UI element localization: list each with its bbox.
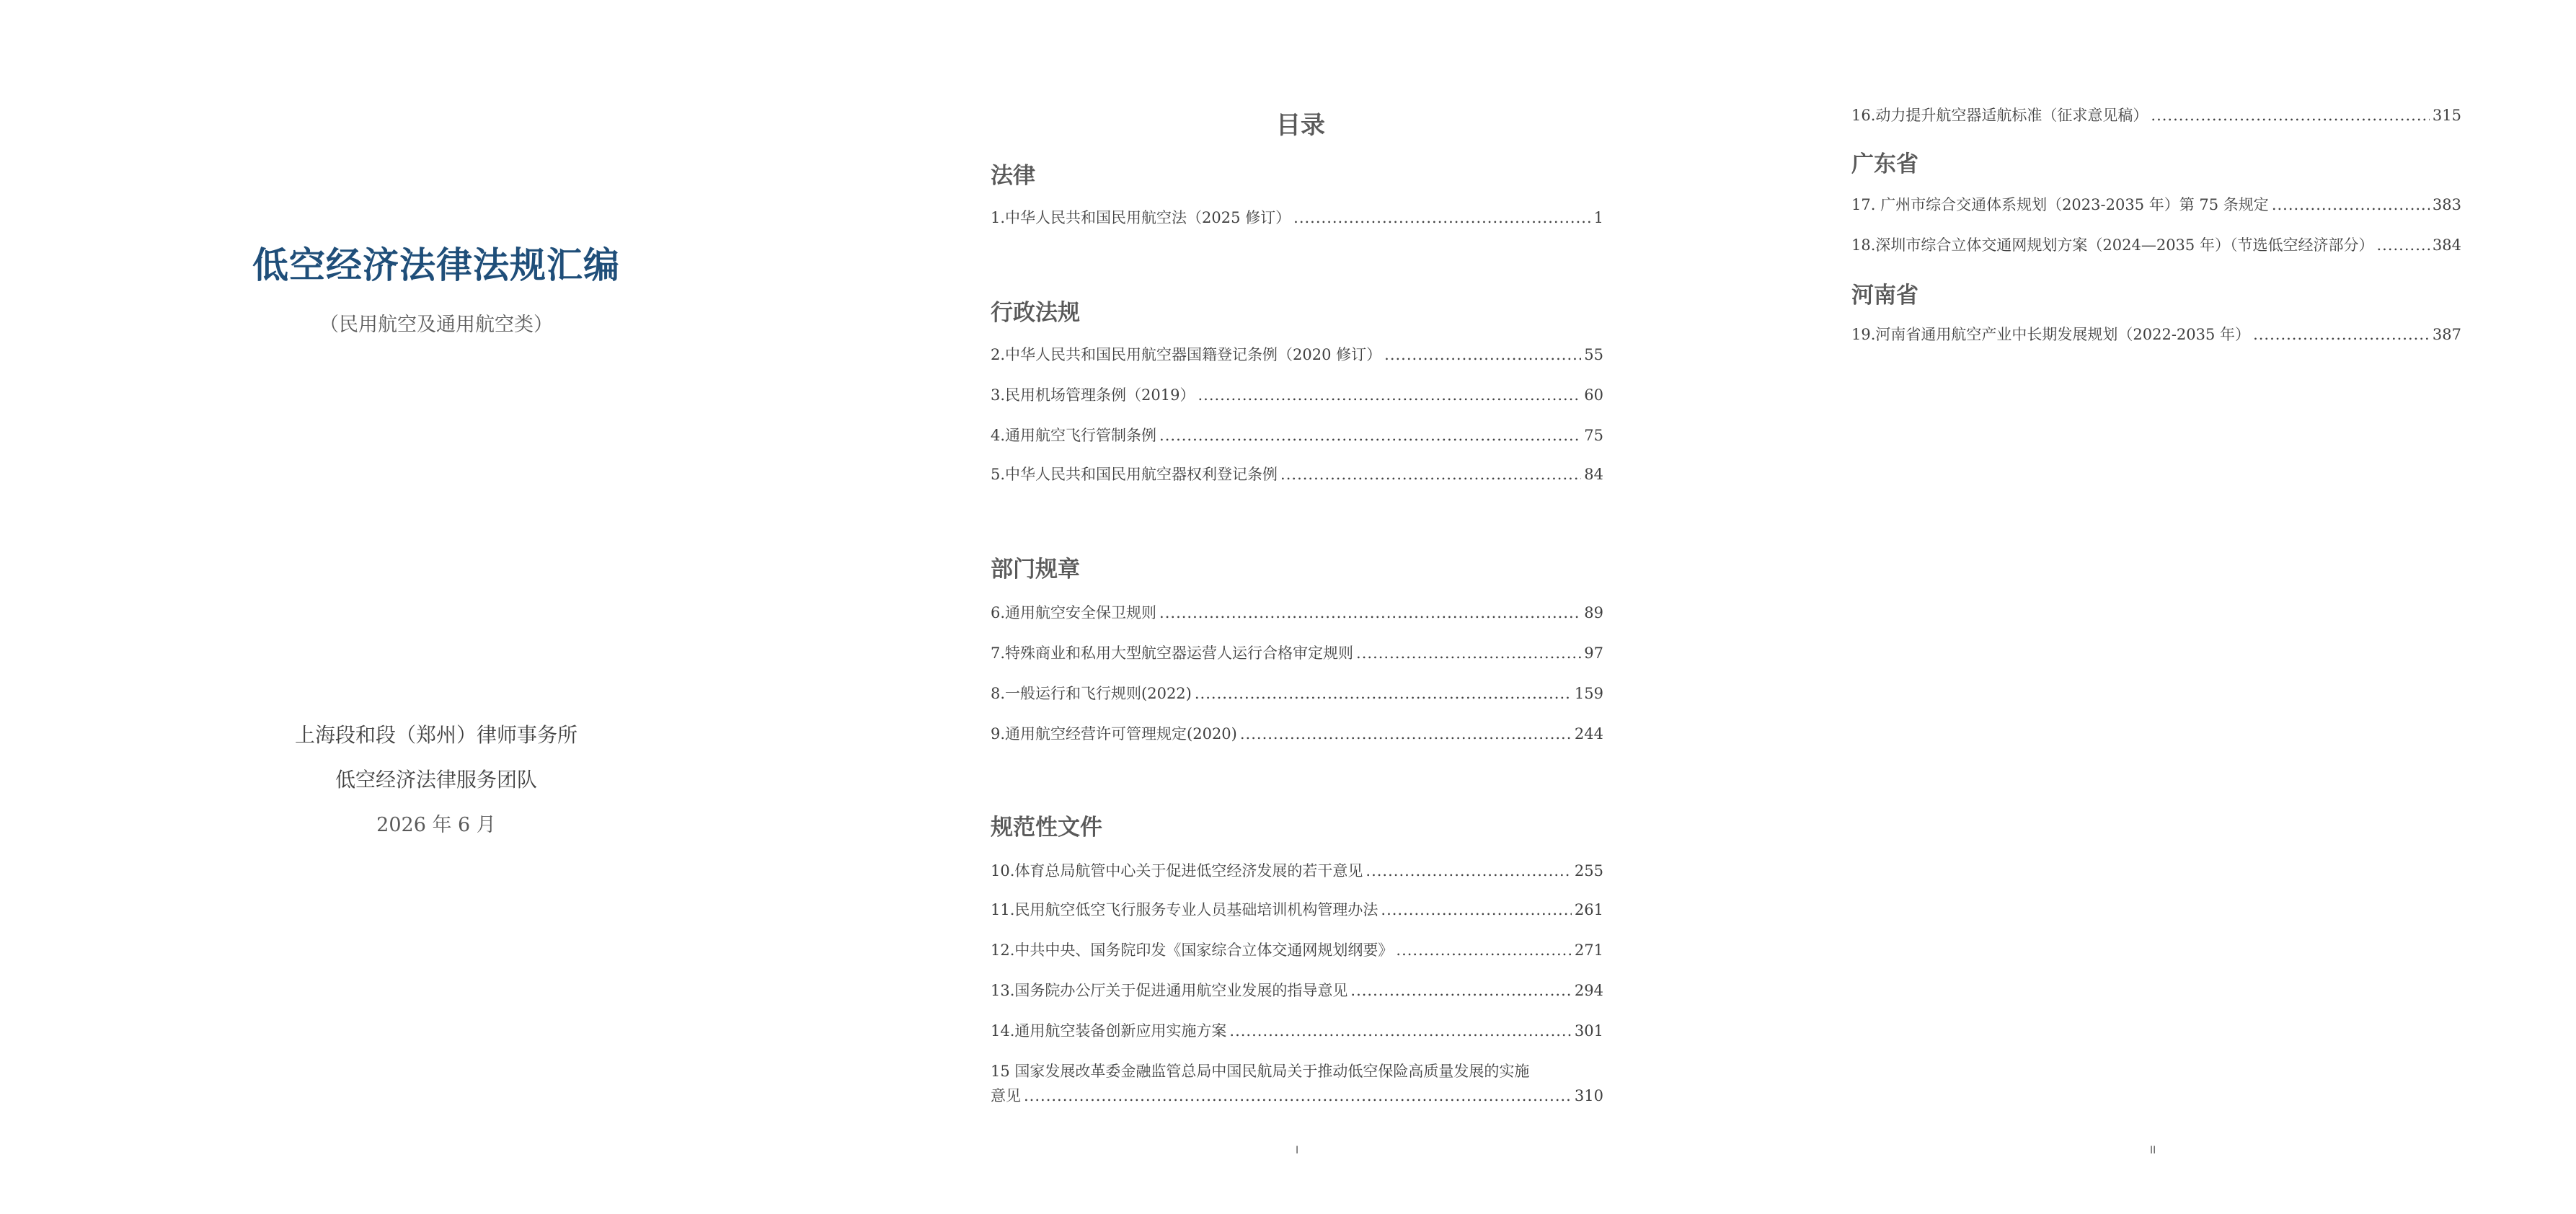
toc-entry-page: 60 [1584, 386, 1603, 404]
toc-entry-page: 244 [1574, 725, 1603, 743]
page-number: II [2150, 1145, 2156, 1156]
toc-entry[interactable] [991, 206, 1603, 228]
toc-entry-page: 1 [1593, 209, 1603, 226]
page-number: I [1296, 1145, 1299, 1156]
toc-entry-title: 11.民用航空低空飞行服务专业人员基础培训机构管理办法 [991, 901, 1378, 918]
toc-entry[interactable] [991, 898, 1603, 920]
toc-entry-title: 8.一般运行和飞行规则(2022) [991, 685, 1192, 702]
toc-entry[interactable] [991, 682, 1603, 704]
toc-entry[interactable] [991, 1019, 1603, 1041]
toc-entry-title: 14.通用航空装备创新应用实施方案 [991, 1022, 1227, 1040]
toc-entry[interactable] [991, 939, 1603, 960]
toc-entry[interactable] [991, 384, 1603, 405]
cover-firm: 上海段和段（郑州）律师事务所 [294, 723, 577, 747]
section-heading-henan: 河南省 [1851, 283, 1918, 309]
toc-entry-page: 255 [1574, 862, 1603, 880]
toc-entry[interactable] [991, 979, 1603, 1001]
toc-entry-page: 97 [1584, 644, 1603, 662]
dot-leader [1240, 725, 1572, 743]
dot-leader [2151, 107, 2430, 124]
dot-leader [1229, 1022, 1572, 1040]
toc-entry-title: 12.中共中央、国务院印发《国家综合立体交通网规划纲要》 [991, 941, 1394, 959]
cover-team: 低空经济法律服务团队 [335, 768, 537, 792]
toc-entry[interactable] [991, 859, 1603, 881]
toc-entry-multiline[interactable] [991, 1060, 1603, 1106]
toc-entry-page: 271 [1574, 941, 1603, 959]
toc-entry-title: 10.体育总局航管中心关于促进低空经济发展的若干意见 [991, 862, 1363, 880]
toc-entry-page: 383 [2432, 196, 2461, 213]
toc-entry-title: 1.中华人民共和国民用航空法（2025 修订） [991, 209, 1291, 226]
toc-entry-page: 387 [2432, 326, 2461, 343]
toc-entry-title: 2.中华人民共和国民用航空器国籍登记条例（2020 修订） [991, 346, 1382, 363]
toc-page-2 [1730, 0, 2576, 1214]
toc-entry-page: 310 [1574, 1087, 1603, 1104]
dot-leader [1356, 644, 1581, 662]
toc-entry-page: 159 [1574, 685, 1603, 702]
toc-entry-title: 5.中华人民共和国民用航空器权利登记条例 [991, 466, 1278, 483]
cover-title: 低空经济法律法规汇编 [252, 244, 620, 286]
toc-entry[interactable] [991, 722, 1603, 744]
toc-entry-page: 384 [2432, 236, 2461, 254]
dot-leader [1350, 982, 1572, 999]
dot-leader [1195, 685, 1572, 702]
toc-entry-title: 9.通用航空经营许可管理规定(2020) [991, 725, 1237, 743]
dot-leader [1366, 862, 1572, 880]
dot-leader [1396, 941, 1572, 959]
toc-entry-page: 315 [2432, 107, 2461, 124]
section-heading-dept-rules: 部门规章 [991, 557, 1080, 582]
dot-leader [1198, 386, 1581, 404]
section-heading-admin-regulations: 行政法规 [991, 300, 1080, 326]
toc-entry-line2 [991, 1084, 1603, 1106]
toc-entry-title: 4.通用航空飞行管制条例 [991, 427, 1157, 444]
toc-entry[interactable] [991, 642, 1603, 663]
toc-entry-title-line2: 意见 [991, 1087, 1021, 1104]
dot-leader [1159, 427, 1581, 444]
cover-subtitle: （民用航空及通用航空类） [319, 314, 553, 336]
toc-entry-title: 17. 广州市综合交通体系规划（2023-2035 年）第 75 条规定 [1851, 196, 2269, 213]
toc-entry[interactable] [991, 601, 1603, 623]
toc-entry-page: 55 [1584, 346, 1603, 363]
toc-entry[interactable] [1851, 234, 2461, 255]
section-heading-normative-docs: 规范性文件 [991, 815, 1102, 841]
toc-entry-title: 3.民用机场管理条例（2019） [991, 386, 1195, 404]
dot-leader [1381, 901, 1572, 918]
toc-entry-page: 89 [1584, 604, 1603, 621]
toc-title: 目录 [1276, 111, 1325, 140]
toc-entry-title: 13.国务院办公厅关于促进通用航空业发展的指导意见 [991, 982, 1348, 999]
dot-leader [1280, 466, 1581, 483]
toc-entry-page: 261 [1574, 901, 1603, 918]
dot-leader [1384, 346, 1581, 363]
section-heading-law: 法律 [991, 163, 1035, 189]
toc-entry[interactable] [1851, 193, 2461, 215]
toc-entry-title: 19.河南省通用航空产业中长期发展规划（2022-2035 年） [1851, 326, 2251, 343]
toc-entry-page: 84 [1584, 466, 1603, 483]
toc-entry[interactable] [991, 343, 1603, 365]
toc-entry[interactable] [1851, 104, 2461, 125]
cover-date: 2026 年 6 月 [376, 814, 496, 836]
section-heading-guangdong: 广东省 [1851, 151, 1918, 177]
toc-entry[interactable] [991, 463, 1603, 484]
toc-entry[interactable] [991, 424, 1603, 446]
toc-entry-page: 294 [1574, 982, 1603, 999]
dot-leader [1159, 604, 1581, 621]
dot-leader [2376, 236, 2429, 254]
toc-entry-title: 18.深圳市综合立体交通网规划方案（2024—2035 年）（节选低空经济部分） [1851, 236, 2374, 254]
toc-entry-page: 301 [1574, 1022, 1603, 1040]
toc-entry[interactable] [1851, 323, 2461, 345]
dot-leader [1024, 1087, 1572, 1104]
dot-leader [1293, 209, 1590, 226]
toc-entry-page: 75 [1584, 427, 1603, 444]
toc-entry-title: 7.特殊商业和私用大型航空器运营人运行合格审定规则 [991, 644, 1354, 662]
toc-entry-title: 6.通用航空安全保卫规则 [991, 604, 1157, 621]
dot-leader [2253, 326, 2430, 343]
dot-leader [2272, 196, 2430, 213]
toc-entry-title: 16.动力提升航空器适航标准（征求意见稿） [1851, 107, 2148, 124]
toc-entry-title-line1: 15 国家发展改革委金融监管总局中国民航局关于推动低空保险高质量发展的实施 [991, 1063, 1530, 1080]
